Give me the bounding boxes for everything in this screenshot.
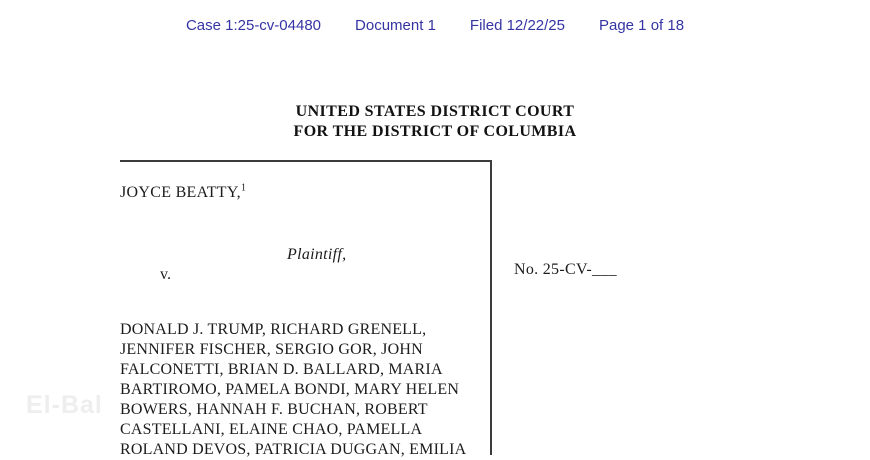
defendant-line: CASTELLANI, ELAINE CHAO, PAMELLA <box>120 421 423 438</box>
defendant-line: BARTIROMO, PAMELA BONDI, MARY HELEN <box>120 381 460 398</box>
plaintiff-designation: Plaintiff, <box>287 246 347 263</box>
plaintiff-name-text: JOYCE BEATTY, <box>120 184 241 201</box>
stamp-document-number: Document 1 <box>355 17 436 34</box>
versus-label: v. <box>160 266 171 283</box>
court-heading <box>0 102 870 141</box>
defendant-line: BOWERS, HANNAH F. BUCHAN, ROBERT <box>120 401 428 418</box>
watermark: El-Bal <box>26 391 103 419</box>
footnote-marker: 1 <box>240 182 247 194</box>
defendant-line: JENNIFER FISCHER, SERGIO GOR, JOHN <box>120 341 423 358</box>
defendants-list <box>120 320 492 460</box>
plaintiff-name <box>120 184 246 202</box>
defendant-line: FALCONETTI, BRIAN D. BALLARD, MARIA <box>120 361 443 378</box>
ecf-stamp-header <box>0 17 870 34</box>
court-heading-line1: UNITED STATES DISTRICT COURT <box>295 103 575 120</box>
stamp-filed-date: Filed 12/22/25 <box>469 17 565 34</box>
defendant-line: ROLAND DEVOS, PATRICIA DUGGAN, EMILIA <box>120 441 467 458</box>
defendant-line: DONALD J. TRUMP, RICHARD GRENELL, <box>120 321 427 338</box>
case-caption-box <box>120 160 492 458</box>
court-heading-line2: FOR THE DISTRICT OF COLUMBIA <box>293 122 577 140</box>
stamp-page-count: Page 1 of 18 <box>598 17 685 34</box>
civil-case-number: No. 25-CV-___ <box>514 261 617 278</box>
stamp-case-number: Case 1:25-cv-04480 <box>185 17 322 34</box>
